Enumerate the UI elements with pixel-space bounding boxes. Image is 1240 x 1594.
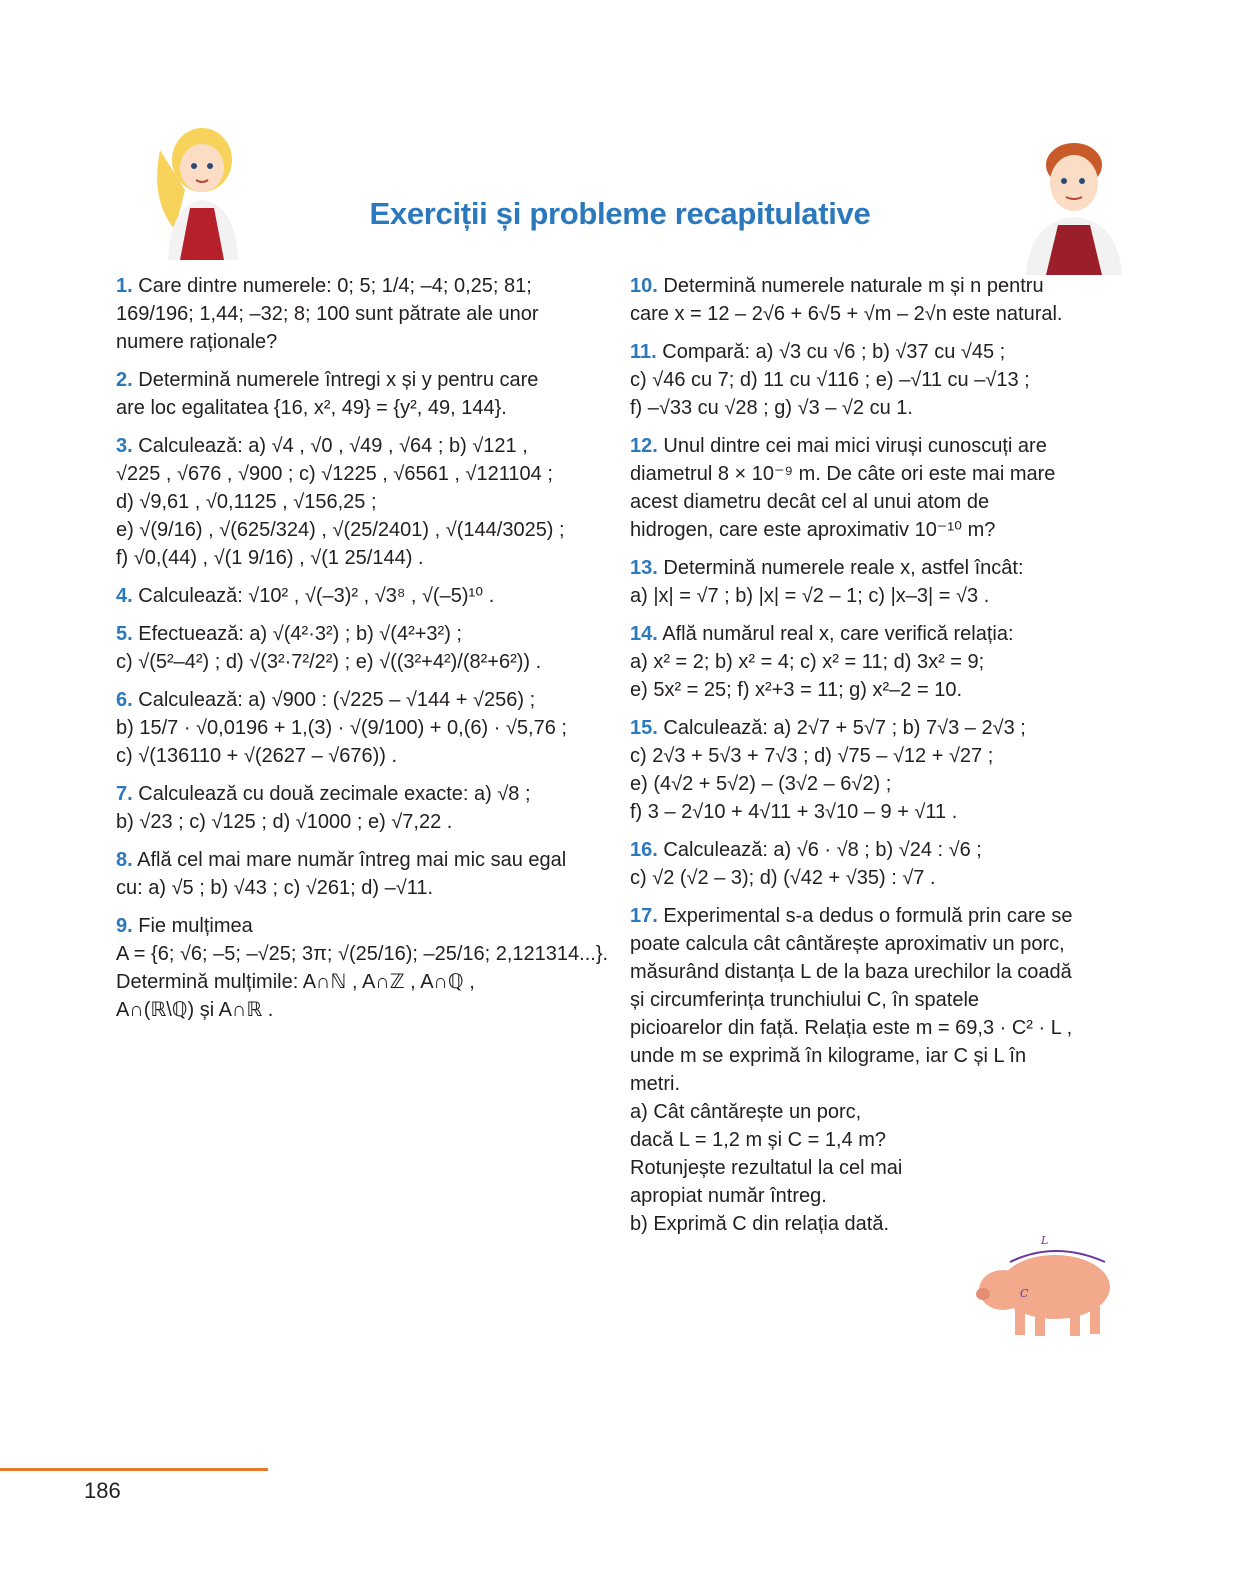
exercise-text: √225 , √676 , √900 ; c) √1225 , √6561 , √121104 ;: [116, 463, 553, 485]
exercise-text: a) |x| = √7 ; b) |x| = √2 – 1; c) |x–3| = √3 .: [630, 585, 990, 607]
exercise-number: 9.: [116, 915, 133, 937]
right-column: [630, 272, 1120, 1248]
exercise-text: diametrul 8 × 10⁻⁹ m. De câte ori este mai mare: [630, 463, 1056, 485]
exercise-16: [630, 836, 1120, 892]
exercise-14: [630, 620, 1120, 704]
exercise-15: [630, 714, 1120, 826]
exercise-line: [630, 836, 1120, 864]
exercise-text: Determină mulțimile: A∩ℕ , A∩ℤ , A∩ℚ ,: [116, 971, 475, 993]
exercise-17: [630, 902, 1120, 1238]
exercise-line: [116, 780, 610, 808]
exercise-text: picioarelor din față. Relația este m = 69,3 · C² · L ,: [630, 1017, 1073, 1039]
exercise-line: [116, 272, 610, 300]
exercise-text: Unul dintre cei mai mici viruși cunoscuți are: [663, 435, 1047, 457]
exercise-text: c) 2√3 + 5√3 + 7√3 ; d) √75 – √12 + √27 ;: [630, 745, 994, 767]
exercise-text: Determină numerele naturale m și n pentru: [663, 275, 1044, 297]
exercise-line: [116, 582, 610, 610]
exercise-line: [116, 516, 610, 544]
exercise-number: 10.: [630, 275, 658, 297]
exercise-text: măsurând distanța L de la baza urechilor la coadă: [630, 961, 1072, 983]
exercise-line: [630, 394, 1120, 422]
exercise-13: [630, 554, 1120, 610]
exercise-text: Care dintre numerele: 0; 5; 1/4; –4; 0,25; 81;: [138, 275, 532, 297]
exercise-line: [630, 648, 1120, 676]
exercise-text: Rotunjește rezultatul la cel mai: [630, 1157, 903, 1179]
exercise-line: [116, 328, 610, 356]
exercise-line: [630, 1210, 1120, 1238]
exercise-6: [116, 686, 610, 770]
footer-divider: [0, 1468, 268, 1471]
exercise-text: Efectuează: a) √(4²·3²) ; b) √(4²+3²) ;: [138, 623, 462, 645]
exercise-line: [630, 676, 1120, 704]
exercise-line: [116, 394, 610, 422]
exercise-line: [630, 1182, 1120, 1210]
exercise-11: [630, 338, 1120, 422]
exercise-number: 5.: [116, 623, 133, 645]
exercise-text: unde m se exprimă în kilograme, iar C și L în: [630, 1045, 1027, 1067]
exercise-line: [116, 996, 610, 1024]
exercise-number: 11.: [630, 341, 657, 363]
exercise-text: cu: a) √5 ; b) √43 ; c) √261; d) –√11.: [116, 877, 434, 899]
exercise-text: b) √23 ; c) √125 ; d) √1000 ; e) √7,22 .: [116, 811, 453, 833]
exercise-number: 7.: [116, 783, 133, 805]
exercise-line: [630, 300, 1120, 328]
exercise-line: [630, 1014, 1120, 1042]
exercise-number: 14.: [630, 623, 658, 645]
exercise-line: [116, 432, 610, 460]
exercise-line: [116, 714, 610, 742]
exercise-text: A = {6; √6; –5; –√25; 3π; √(25/16); –25/16; 2,121314...}.: [116, 943, 609, 965]
exercise-line: [630, 742, 1120, 770]
exercise-line: [630, 488, 1120, 516]
exercise-text: f) √0,(44) , √(1 9/16) , √(1 25/144) .: [116, 547, 424, 569]
pig-illustration: [975, 1232, 1120, 1342]
exercise-line: [116, 544, 610, 572]
exercise-number: 1.: [116, 275, 133, 297]
exercise-text: Determină numerele întregi x și y pentru care: [138, 369, 539, 391]
exercise-text: c) √46 cu 7; d) 11 cu √116 ; e) –√11 cu –√13 ;: [630, 369, 1030, 391]
exercise-line: [116, 968, 610, 996]
exercise-line: [116, 808, 610, 836]
exercise-text: Fie mulțimea: [138, 915, 253, 937]
exercise-text: a) Cât cântărește un porc,: [630, 1101, 862, 1123]
exercise-text: Calculează cu două zecimale exacte: a) √8 ;: [138, 783, 531, 805]
pig-label-C: C: [1020, 1287, 1029, 1300]
exercise-line: [630, 620, 1120, 648]
exercise-line: [630, 986, 1120, 1014]
exercise-4: [116, 582, 610, 610]
exercise-line: [630, 1042, 1120, 1070]
exercise-text: Calculează: a) √6 · √8 ; b) √24 : √6 ;: [663, 839, 982, 861]
girl-illustration: [150, 120, 250, 260]
exercise-text: c) √2 (√2 – 3); d) (√42 + √35) : √7 .: [630, 867, 936, 889]
exercise-text: poate calcula cât cântărește aproximativ un porc,: [630, 933, 1065, 955]
page-title: Exerciții și probleme recapitulative: [369, 196, 871, 231]
left-column: [116, 272, 610, 1034]
exercise-number: 17.: [630, 905, 658, 927]
exercise-8: [116, 846, 610, 902]
exercise-text: Calculează: a) √4 , √0 , √49 , √64 ; b) √121 ,: [138, 435, 528, 457]
exercise-line: [630, 338, 1120, 366]
exercise-line: [116, 686, 610, 714]
exercise-text: f) –√33 cu √28 ; g) √3 – √2 cu 1.: [630, 397, 913, 419]
exercise-text: a) x² = 2; b) x² = 4; c) x² = 11; d) 3x² = 9;: [630, 651, 985, 673]
pig-label-L: L: [1041, 1234, 1049, 1247]
exercise-2: [116, 366, 610, 422]
exercise-1: [116, 272, 610, 356]
exercise-number: 6.: [116, 689, 133, 711]
exercise-line: [630, 930, 1120, 958]
exercise-number: 3.: [116, 435, 133, 457]
exercise-number: 12.: [630, 435, 658, 457]
exercise-text: e) √(9/16) , √(625/324) , √(25/2401) , √(144/3025) ;: [116, 519, 565, 541]
exercise-text: c) √(136110 + √(2627 – √676)) .: [116, 745, 398, 767]
exercise-text: apropiat număr întreg.: [630, 1185, 827, 1207]
exercise-text: e) (4√2 + 5√2) – (3√2 – 6√2) ;: [630, 773, 892, 795]
exercise-line: [116, 300, 610, 328]
exercise-line: [630, 770, 1120, 798]
exercise-number: 4.: [116, 585, 133, 607]
exercise-text: Află numărul real x, care verifică relația:: [662, 623, 1014, 645]
exercise-text: dacă L = 1,2 m și C = 1,4 m?: [630, 1129, 887, 1151]
exercise-number: 2.: [116, 369, 133, 391]
exercise-5: [116, 620, 610, 676]
exercise-text: Află cel mai mare număr întreg mai mic sau egal: [137, 849, 567, 871]
exercise-text: și circumferința trunchiului C, în spatele: [630, 989, 980, 1011]
exercise-10: [630, 272, 1120, 328]
exercise-line: [116, 742, 610, 770]
exercise-12: [630, 432, 1120, 544]
exercise-line: [116, 940, 610, 968]
exercise-line: [630, 272, 1120, 300]
exercise-number: 15.: [630, 717, 658, 739]
exercise-line: [630, 864, 1120, 892]
exercise-line: [630, 366, 1120, 394]
exercise-line: [116, 366, 610, 394]
exercise-line: [116, 620, 610, 648]
exercise-number: 16.: [630, 839, 658, 861]
exercise-line: [630, 902, 1120, 930]
exercise-line: [630, 1126, 1120, 1154]
exercise-text: numere raționale?: [116, 331, 278, 353]
exercise-text: b) Exprimă C din relația dată.: [630, 1213, 890, 1235]
exercise-line: [630, 1154, 1120, 1182]
exercise-line: [630, 1098, 1120, 1126]
exercise-line: [116, 912, 610, 940]
exercise-3: [116, 432, 610, 572]
exercise-line: [630, 714, 1120, 742]
exercise-text: Determină numerele reale x, astfel încât:: [663, 557, 1024, 579]
exercise-number: 8.: [116, 849, 133, 871]
exercise-text: f) 3 – 2√10 + 4√11 + 3√10 – 9 + √11 .: [630, 801, 958, 823]
exercise-text: A∩(ℝ\ℚ) și A∩ℝ .: [116, 999, 274, 1021]
exercise-line: [630, 516, 1120, 544]
exercise-line: [116, 846, 610, 874]
exercise-line: [630, 1070, 1120, 1098]
exercise-line: [116, 648, 610, 676]
exercise-text: acest diametru decât cel al unui atom de: [630, 491, 990, 513]
exercise-line: [630, 460, 1120, 488]
exercise-text: b) 15/7 · √0,0196 + 1,(3) · √(9/100) + 0,(6) · √5,76 ;: [116, 717, 567, 739]
exercise-line: [630, 958, 1120, 986]
exercise-line: [116, 488, 610, 516]
exercise-7: [116, 780, 610, 836]
page-number: 186: [84, 1478, 121, 1503]
exercise-text: Compară: a) √3 cu √6 ; b) √37 cu √45 ;: [662, 341, 1006, 363]
exercise-text: hidrogen, care este aproximativ 10⁻¹⁰ m?: [630, 519, 996, 541]
exercise-line: [630, 582, 1120, 610]
exercise-text: metri.: [630, 1073, 680, 1095]
exercise-text: Calculează: a) 2√7 + 5√7 ; b) 7√3 – 2√3 ;: [663, 717, 1026, 739]
exercise-number: 13.: [630, 557, 658, 579]
exercise-text: Experimental s-a dedus o formulă prin care se: [663, 905, 1073, 927]
exercise-text: care x = 12 – 2√6 + 6√5 + √m – 2√n este natural.: [630, 303, 1063, 325]
exercise-text: e) 5x² = 25; f) x²+3 = 11; g) x²–2 = 10.: [630, 679, 963, 701]
exercise-text: d) √9,61 , √0,1125 , √156,25 ;: [116, 491, 377, 513]
exercise-text: c) √(5²–4²) ; d) √(3²·7²/2²) ; e) √((3²+4²)/(8²+6²)) .: [116, 651, 542, 673]
exercise-line: [116, 460, 610, 488]
exercise-line: [630, 432, 1120, 460]
exercise-line: [630, 554, 1120, 582]
exercise-text: are loc egalitatea {16, x², 49} = {y², 49, 144}.: [116, 397, 507, 419]
exercise-text: 169/196; 1,44; –32; 8; 100 sunt pătrate ale unor: [116, 303, 539, 325]
exercise-text: Calculează: √10² , √(–3)² , √3⁸ , √(–5)¹⁰ .: [138, 585, 495, 607]
exercise-9: [116, 912, 610, 1024]
exercise-line: [116, 874, 610, 902]
exercise-text: Calculează: a) √900 : (√225 – √144 + √256) ;: [138, 689, 536, 711]
exercise-line: [630, 798, 1120, 826]
